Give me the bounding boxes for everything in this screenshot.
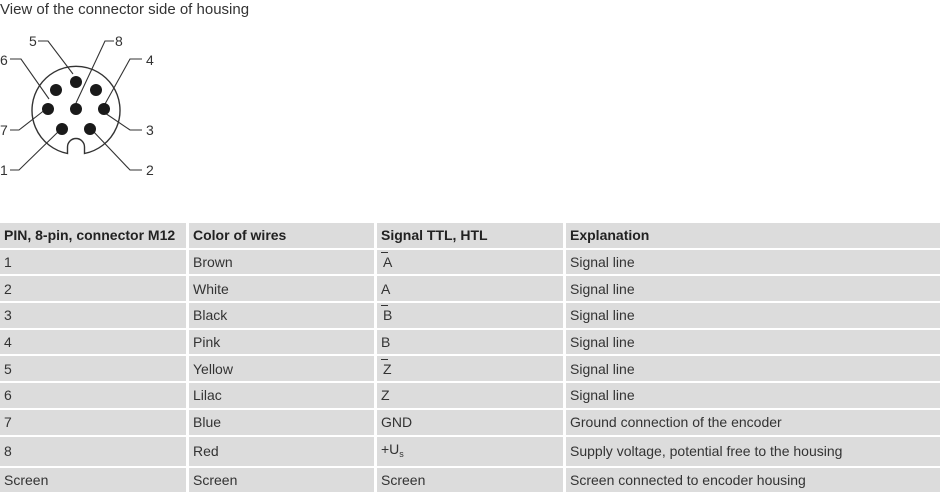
pin-label-6: 6	[0, 52, 8, 68]
cell-signal	[377, 330, 563, 355]
signal-value	[381, 383, 390, 407]
header-signal: Signal TTL, HTL	[377, 223, 563, 248]
cell-explanation: Signal line	[566, 383, 940, 408]
table-row	[0, 410, 940, 435]
pin-4-contact	[90, 84, 102, 96]
signal-text: Z	[381, 387, 390, 404]
signal-text: GND	[381, 414, 413, 431]
signal-value	[381, 410, 412, 434]
cell-pin: 4	[0, 330, 186, 355]
signal-text: A	[383, 254, 393, 271]
signal-text: Z	[383, 360, 392, 377]
pin-assignment-table	[0, 221, 940, 494]
cell-explanation: Screen connected to encoder housing	[566, 468, 940, 493]
pin-label-1: 1	[0, 162, 8, 178]
cell-explanation: Supply voltage, potential free to the housing	[566, 437, 940, 466]
pin-label-2: 2	[146, 162, 154, 178]
signal-value	[381, 437, 404, 466]
cell-explanation: Signal line	[566, 356, 940, 381]
pin-label-7: 7	[0, 122, 8, 138]
inversion-bar	[381, 305, 388, 306]
signal-text: B	[383, 307, 393, 324]
cell-pin: 8	[0, 437, 186, 466]
table-row	[0, 437, 940, 466]
header-color: Color of wires	[189, 223, 374, 248]
cell-color: Yellow	[189, 356, 374, 381]
pin-label-4: 4	[146, 52, 154, 68]
signal-value	[381, 468, 425, 492]
cell-signal	[377, 437, 563, 466]
cell-color: Red	[189, 437, 374, 466]
cell-signal	[377, 383, 563, 408]
cell-pin: 5	[0, 356, 186, 381]
table-row	[0, 383, 940, 408]
table-header-row	[0, 223, 940, 248]
cell-signal	[377, 468, 563, 493]
pin-label-8: 8	[115, 33, 123, 49]
cell-color: Brown	[189, 250, 374, 275]
inversion-bar	[381, 359, 388, 360]
cell-explanation: Signal line	[566, 303, 940, 328]
signal-value	[381, 277, 390, 301]
header-pin: PIN, 8-pin, connector M12	[0, 223, 186, 248]
pin-label-3: 3	[146, 122, 154, 138]
connector-diagram	[0, 26, 200, 186]
table-row	[0, 303, 940, 328]
cell-explanation: Signal line	[566, 330, 940, 355]
signal-value	[381, 250, 392, 274]
header-explanation: Explanation	[566, 223, 940, 248]
pin-8-contact	[70, 103, 82, 115]
cell-color: Black	[189, 303, 374, 328]
table-row	[0, 356, 940, 381]
signal-text: B	[381, 334, 391, 351]
cell-explanation: Ground connection of the encoder	[566, 410, 940, 435]
pin-6-contact	[50, 84, 62, 96]
signal-value	[381, 303, 392, 327]
table-row	[0, 330, 940, 355]
cell-pin: Screen	[0, 468, 186, 493]
table-row	[0, 250, 940, 275]
signal-subscript: s	[399, 448, 404, 459]
cell-pin: 2	[0, 276, 186, 301]
cell-signal	[377, 356, 563, 381]
diagram-caption: View of the connector side of housing	[0, 1, 250, 18]
cell-explanation: Signal line	[566, 276, 940, 301]
cell-color: White	[189, 276, 374, 301]
cell-pin: 1	[0, 250, 186, 275]
table-row	[0, 468, 940, 493]
cell-color: Screen	[189, 468, 374, 493]
pin-3-contact	[98, 103, 110, 115]
pin-7-contact	[42, 103, 54, 115]
inversion-bar	[381, 252, 388, 253]
pin-1-contact	[56, 123, 68, 135]
cell-signal	[377, 410, 563, 435]
cell-explanation: Signal line	[566, 250, 940, 275]
cell-color: Blue	[189, 410, 374, 435]
signal-value	[381, 330, 390, 354]
cell-color: Pink	[189, 330, 374, 355]
cell-pin: 3	[0, 303, 186, 328]
pin-label-5: 5	[29, 33, 37, 49]
cell-signal	[377, 276, 563, 301]
signal-text: A	[381, 280, 391, 297]
signal-text: +U	[381, 440, 400, 457]
signal-value	[381, 357, 392, 381]
cell-color: Lilac	[189, 383, 374, 408]
table-row	[0, 276, 940, 301]
cell-pin: 6	[0, 383, 186, 408]
pin-2-contact	[84, 123, 96, 135]
cell-signal	[377, 303, 563, 328]
cell-signal	[377, 250, 563, 275]
cell-pin: 7	[0, 410, 186, 435]
pin-5-contact	[70, 76, 82, 88]
pin-contacts	[42, 76, 110, 135]
signal-text: Screen	[381, 471, 426, 488]
